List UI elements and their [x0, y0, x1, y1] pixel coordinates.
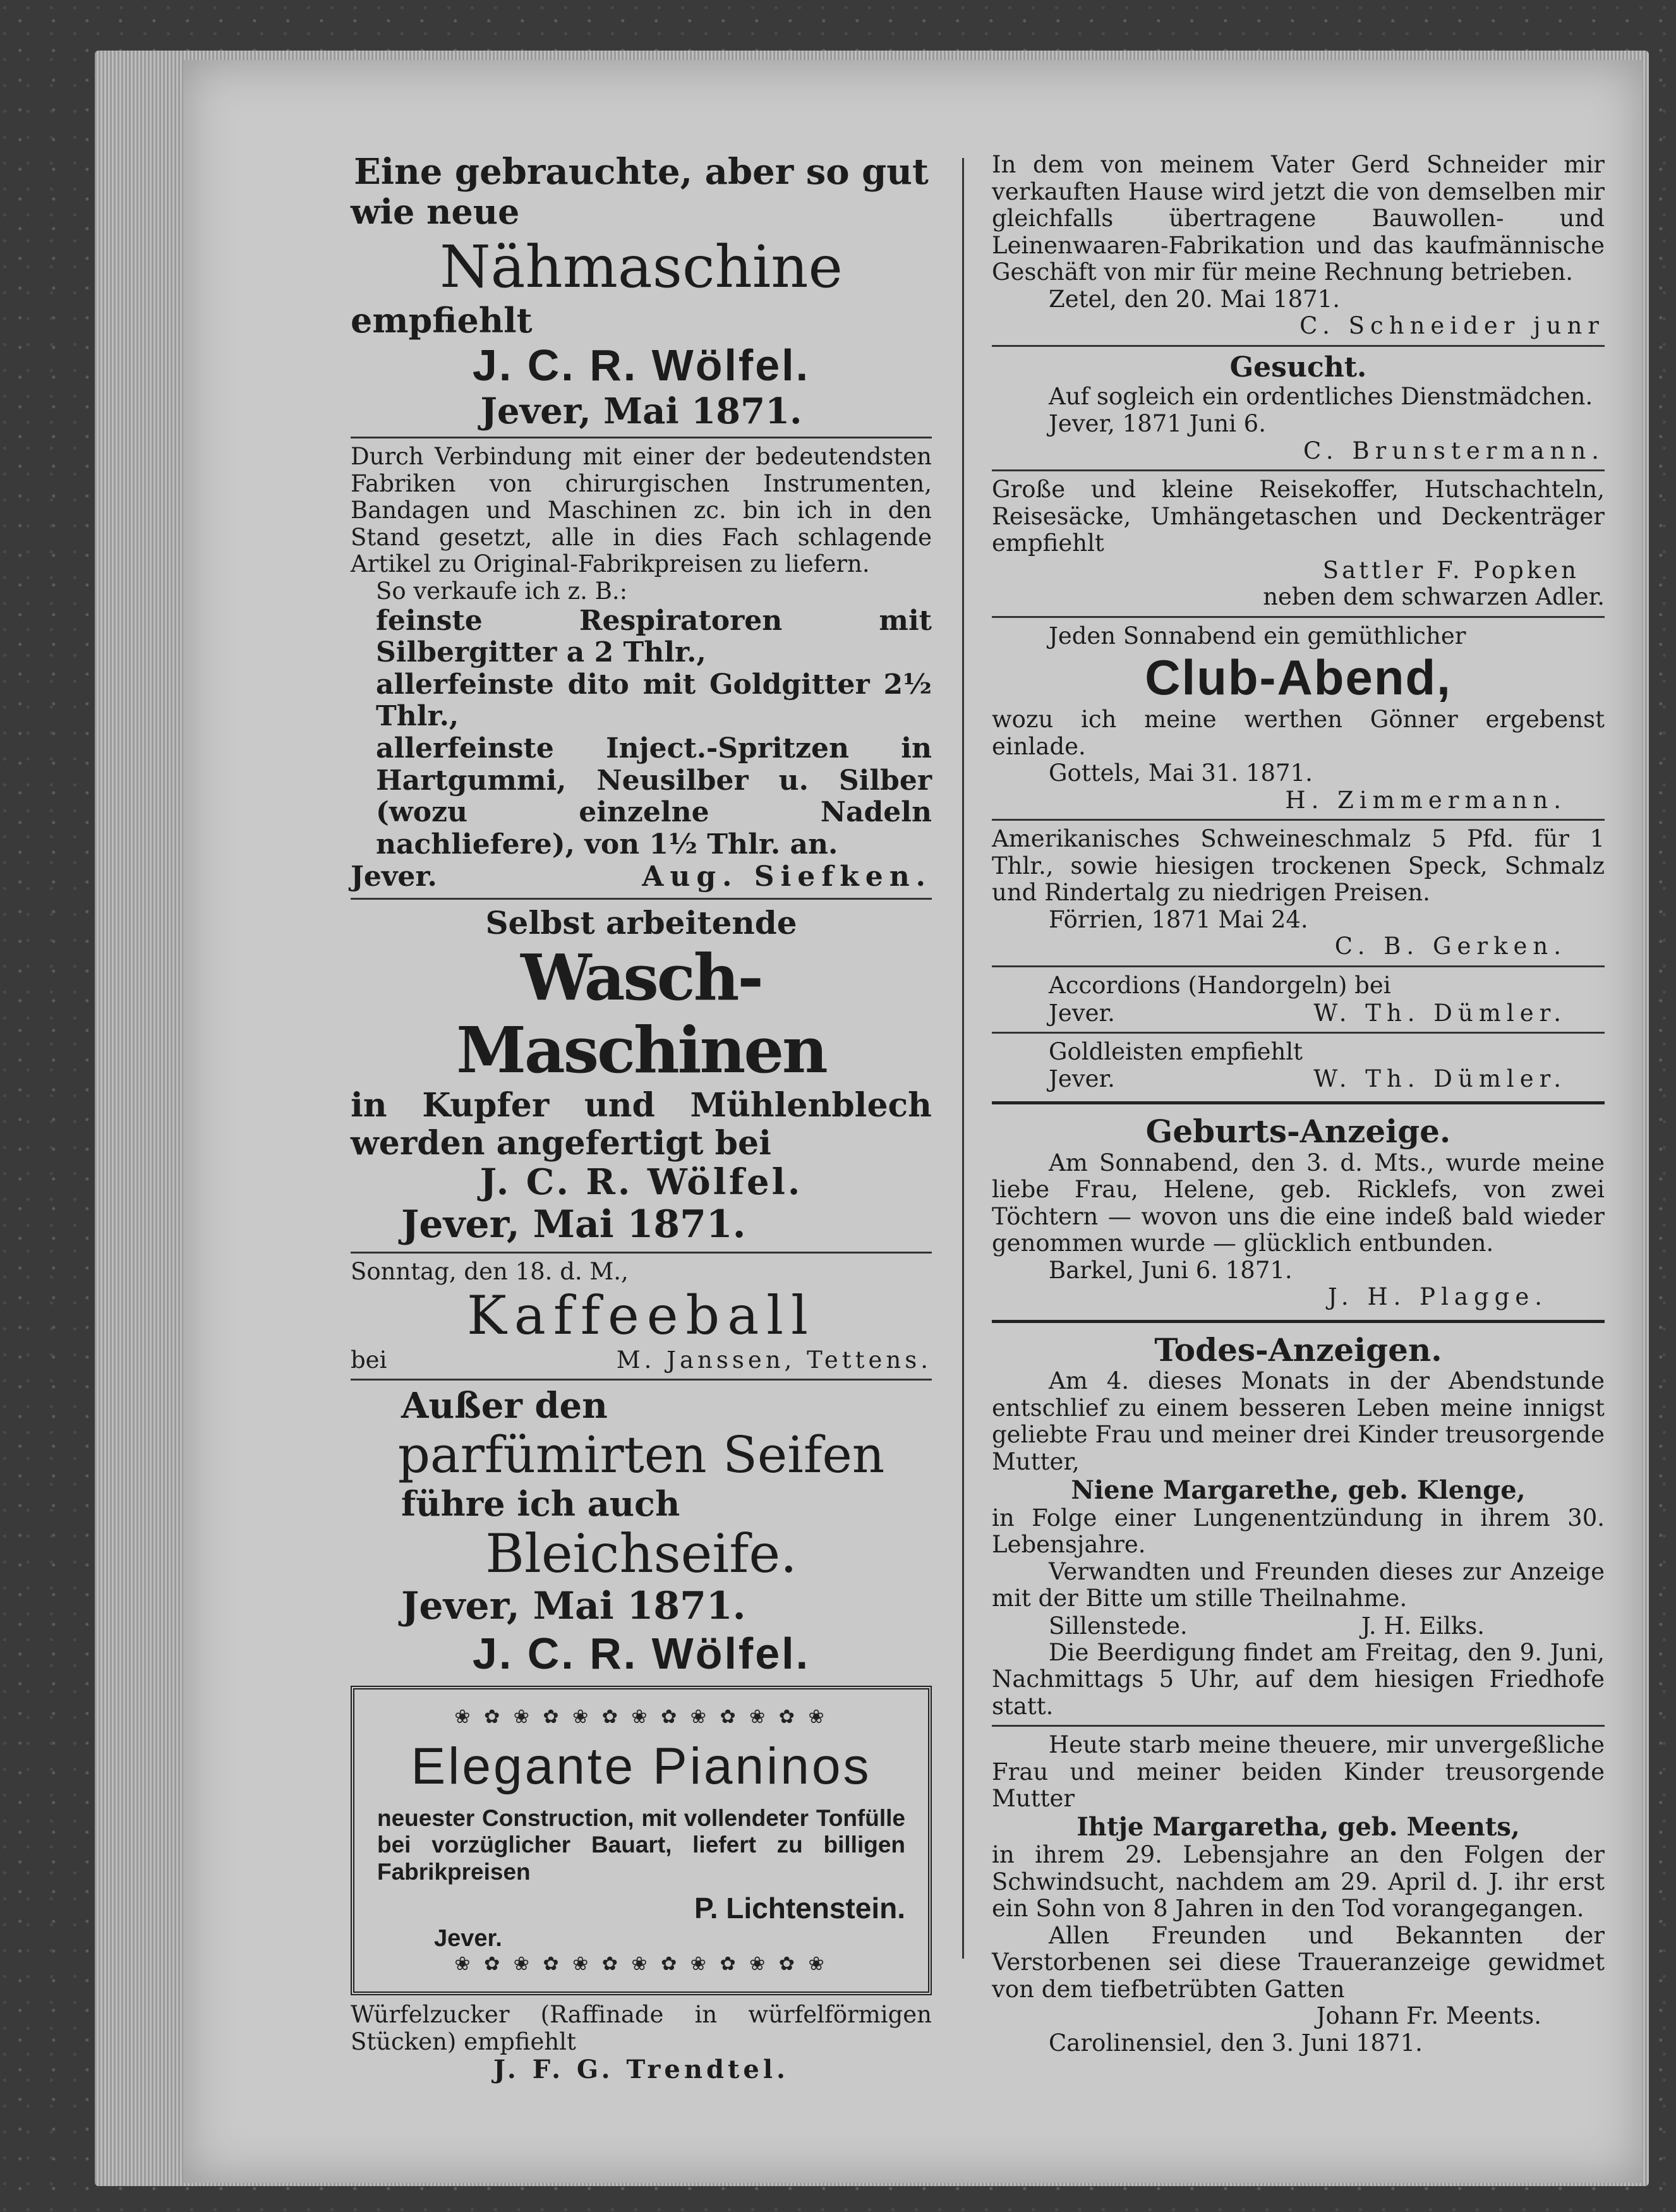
ad-pianos-frame	[351, 1686, 932, 1996]
ad-text: Goldleisten empfiehlt	[1049, 1037, 1303, 1065]
ad-place-date: Barkel, Juni 6. 1871.	[1049, 1256, 1293, 1284]
ad-body: Durch Verbindung mit einer der bedeutendsten Fabriken von chirurgischen Instrumenten, Bandagen und Maschinen zc. bin ich in den Stand gesetzt, alle in dies Fach schlagende Artikel zu Original-Fabrikpreisen zu liefern.	[351, 443, 932, 578]
ad-item: feinste Respiratoren mit Silbergitter a 2 Thlr.,	[376, 604, 932, 669]
ad-item: allerfeinste dito mit Goldgitter 2½ Thlr.,	[376, 668, 932, 733]
divider	[992, 819, 1605, 821]
ad-business-transfer	[992, 152, 1605, 340]
ad-signer: J. C. R. Wölfel.	[472, 1629, 811, 1678]
ad-place-date: Jever, Mai 1871.	[401, 1584, 746, 1628]
ad-gold-moulding	[992, 1039, 1605, 1093]
ad-place: Jever.	[1049, 1065, 1115, 1093]
ad-place-date: Jever, 1871 Juni 6.	[1049, 409, 1266, 437]
ad-place-date: Jever, Mai 1871.	[480, 390, 802, 432]
ad-text: Selbst arbeitende	[485, 904, 797, 942]
ad-place-date: Zetel, den 20. Mai 1871.	[1049, 285, 1340, 313]
divider	[992, 616, 1605, 618]
ad-text: in Kupfer und Mühlenblech werden angefertigt bei	[351, 1085, 932, 1163]
ad-body: In dem von meinem Vater Gerd Schneider mir verkauften Hause wird jetzt die von demselben mir gleichfalls übertragene Bauwollen- und Leinenwaaren-Fabrikation und das kaufmännische Geschäft von mir für meine Rechnung betrieben.	[992, 151, 1605, 286]
ad-body: in Folge einer Lungenentzündung in ihrem 30. Lebensjahre.	[992, 1504, 1605, 1559]
ad-sewing-machine	[351, 152, 932, 432]
ad-surgical-instruments	[351, 444, 932, 893]
ad-body: Große und kleine Reisekoffer, Hutschachteln, Reisesäcke, Umhängetaschen und Deckenträger empfiehlt	[992, 476, 1605, 557]
ad-place: Jever.	[351, 861, 437, 893]
ad-signer: C. B. Gerken.	[1334, 933, 1567, 960]
ad-accordions	[992, 972, 1605, 1027]
ad-club-evening	[992, 623, 1605, 814]
ad-place-date: Carolinensiel, den 3. Juni 1871.	[1049, 2029, 1423, 2057]
divider	[992, 345, 1605, 347]
ad-signer: P. Lichtenstein.	[694, 1892, 905, 1925]
divider	[992, 469, 1605, 471]
ad-body: Heute starb meine theuere, mir unvergeßliche Frau und meiner beiden Kinder treusorgende Mutter	[992, 1731, 1605, 1813]
ad-headline: Todes-Anzeigen.	[1154, 1331, 1442, 1369]
ad-body: in ihrem 29. Lebensjahre an den Folgen der Schwindsucht, nachdem am 29. April d. J. ihr erst ein Sohn von 8 Jahren in den Tod vorangegangen.	[992, 1840, 1605, 1923]
ad-signer: J. F. G. Trendtel.	[493, 2055, 789, 2085]
deceased-name: Niene Margarethe, geb. Klenge,	[1071, 1475, 1526, 1505]
ad-soap	[351, 1386, 932, 1679]
ad-body: Allen Freunden und Bekannten der Verstorbenen sei diese Traueranzeige gewidmet von dem tiefbetrübten Gatten	[992, 1921, 1605, 2003]
ad-headline: Wasch-Maschinen	[456, 940, 826, 1087]
ad-signer: M. Janssen, Tettens.	[616, 1346, 932, 1374]
ad-address: neben dem schwarzen Adler.	[1263, 583, 1605, 611]
ad-signer: C. Schneider junr	[1299, 312, 1605, 340]
ad-body: Würfelzucker (Raffinade in würfelförmigen Stücken) empfiehlt	[351, 2001, 932, 2055]
ad-place: Sillenstede.	[1049, 1612, 1188, 1640]
ad-luggage	[992, 476, 1605, 611]
ad-text: wozu ich meine werthen Gönner ergebenst einlade.	[992, 706, 1605, 760]
ad-place-date: Gottels, Mai 31. 1871.	[1049, 759, 1313, 787]
ad-text: empfiehlt	[351, 300, 533, 341]
divider	[351, 1252, 932, 1254]
divider	[992, 965, 1605, 967]
ad-headline: Club-Abend,	[1145, 650, 1452, 706]
ad-text: So verkaufe ich z. B.:	[376, 577, 628, 605]
ad-signer: J. H. Plagge.	[1327, 1283, 1548, 1311]
ad-washing-machines	[351, 905, 932, 1246]
ad-signer: W. Th. Dümler.	[1313, 1065, 1567, 1093]
ad-text: Außer den	[401, 1384, 608, 1427]
ad-signer: W. Th. Dümler.	[1313, 999, 1567, 1027]
ad-coffee-ball	[351, 1259, 932, 1374]
ad-sugar	[351, 2002, 932, 2084]
ad-body: Am 4. dieses Monats in der Abendstunde entschlief zu einem besseren Leben meine innigst geliebte Frau und meiner drei Kinder treusorgende Mutter,	[992, 1367, 1605, 1475]
ad-signer: J. C. R. Wölfel.	[472, 341, 811, 390]
ad-signer: H. Zimmermann.	[1285, 786, 1567, 814]
ornament-border-top: ❀ ✿ ❀ ✿ ❀ ✿ ❀ ✿ ❀ ✿ ❀ ✿ ❀	[454, 1705, 828, 1728]
ad-text: bei	[351, 1346, 387, 1374]
ad-text: Jeden Sonnabend ein gemüthlicher	[1049, 622, 1466, 650]
divider	[992, 1725, 1605, 1727]
ad-body: Am Sonnabend, den 3. d. Mts., wurde meine liebe Frau, Helene, geb. Ricklefs, von zwei Töchtern — wovon uns die eine indeß bald wieder genommen wurde — glücklich entbunden.	[992, 1149, 1605, 1257]
ad-wanted	[992, 352, 1605, 464]
birth-announcement	[992, 1113, 1605, 1311]
ad-headline: parfümirten Seifen	[397, 1425, 885, 1485]
divider	[351, 1379, 932, 1381]
ad-body: Amerikanisches Schweineschmalz 5 Pfd. für 1 Thlr., sowie hiesigen trockenen Speck, Schmalz und Rindertalg zu niedrigen Preisen.	[992, 825, 1605, 907]
ad-text: Eine gebrauchte, aber so gut	[354, 151, 929, 193]
ad-text: Accordions (Handorgeln) bei	[1049, 971, 1391, 999]
ad-signer: Sattler F. Popken	[1322, 556, 1579, 584]
ad-signer: Aug. Siefken.	[642, 861, 932, 893]
left-column	[351, 152, 932, 2084]
ad-place-date: Förrien, 1871 Mai 24.	[1049, 905, 1308, 933]
ad-signer: J. C. R. Wölfel.	[479, 1161, 803, 1204]
ad-headline: Geburts-Anzeige.	[1145, 1113, 1451, 1151]
ad-lard	[992, 826, 1605, 960]
divider	[992, 1032, 1605, 1034]
ad-body: neuester Construction, mit vollendeter Tonfülle bei vorzüglicher Bauart, liefert zu billigen Fabrikpreisen	[377, 1804, 905, 1885]
divider-thick	[992, 1320, 1605, 1323]
ad-text: führe ich auch	[401, 1484, 680, 1525]
ad-headline: Elegante Pianinos	[411, 1737, 872, 1795]
ad-headline: Nähmaschine	[440, 233, 843, 301]
ad-body: Auf sogleich ein ordentliches Dienstmädchen.	[1049, 383, 1593, 411]
deceased-name: Ihtje Margaretha, geb. Meents,	[1076, 1811, 1520, 1842]
ad-place: Jever.	[1049, 999, 1115, 1027]
ad-signer: Johann Fr. Meents.	[1316, 2002, 1541, 2030]
ad-item: allerfeinste Inject.-Spritzen in Hartgummi, Neusilber u. Silber (wozu einzelne Nadeln nachliefere), von 1½ Thlr. an.	[376, 732, 932, 861]
divider	[351, 437, 932, 438]
ad-body: Die Beerdigung findet am Freitag, den 9. Juni, Nachmittags 5 Uhr, auf dem hiesigen Friedhofe statt.	[992, 1638, 1605, 1720]
ornament-border-bottom: ❀ ✿ ❀ ✿ ❀ ✿ ❀ ✿ ❀ ✿ ❀ ✿ ❀	[454, 1953, 828, 1976]
ad-headline: Kaffeeball	[466, 1284, 816, 1347]
divider-thick	[992, 1101, 1605, 1104]
ad-body: Verwandten und Freunden dieses zur Anzeige mit der Bitte um stille Theilnahme.	[992, 1557, 1605, 1612]
ad-place: Jever.	[434, 1925, 502, 1952]
divider	[351, 898, 932, 900]
death-announcements	[992, 1332, 1605, 2057]
ad-signer: C. Brunstermann.	[1303, 437, 1605, 464]
ad-headline: Gesucht.	[1229, 351, 1367, 384]
column-divider	[962, 158, 964, 1959]
ad-headline: Bleichseife.	[485, 1523, 797, 1585]
ad-text: Sonntag, den 18. d. M.,	[351, 1257, 629, 1285]
ad-place-date: Jever, Mai 1871.	[401, 1202, 746, 1247]
ad-text: wie neue	[351, 191, 520, 233]
right-column	[992, 152, 1605, 2057]
ad-signer: J. H. Eilks.	[1361, 1612, 1485, 1640]
